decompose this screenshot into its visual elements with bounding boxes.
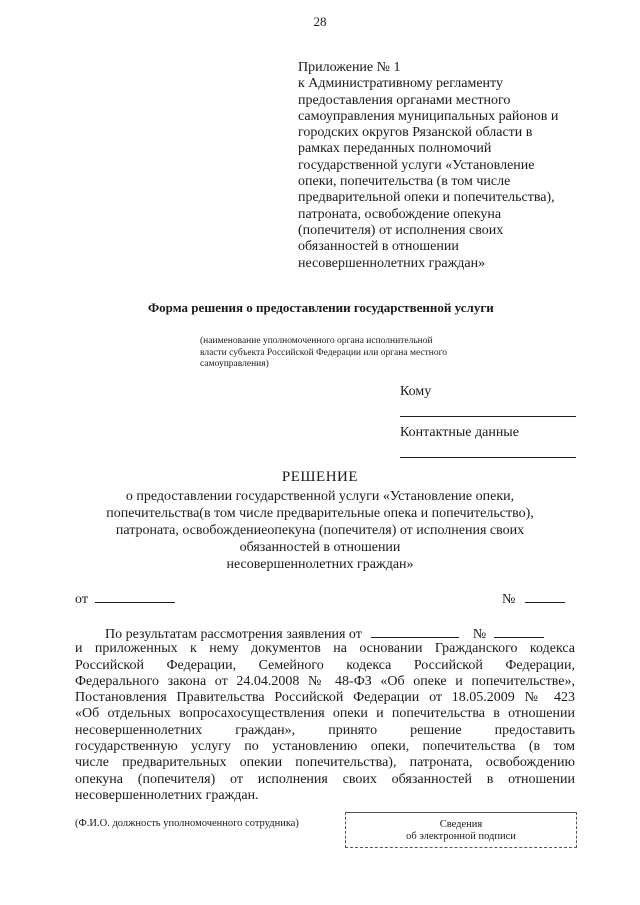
recipient-block: [400, 384, 576, 466]
body-first-line: [75, 625, 575, 641]
authority-caption: [200, 336, 447, 371]
appendix-line: рамках переданных полномочий: [298, 141, 492, 157]
decision-title: РЕШЕНИЕ: [281, 469, 359, 485]
authority-caption-line: самоуправления): [200, 359, 269, 369]
body-line: числе предварительных опекии попечительства), патроната, освобождению: [75, 755, 575, 771]
body-line: и приложенных к нему документов на основании Гражданского кодекса: [75, 641, 575, 657]
appendix-header: [298, 60, 598, 272]
page-number: 28: [313, 14, 327, 29]
date-label: от: [75, 592, 88, 607]
appendix-line: к Административному регламенту: [298, 76, 503, 92]
appendix-line: опеки, попечительства (в том числе: [298, 174, 511, 190]
body-line: несовершеннолетних граждан», принято решение предоставить: [75, 722, 575, 738]
body-number-label: №: [472, 627, 487, 642]
decision-number-row: [502, 590, 565, 608]
appendix-line: несовершеннолетних граждан»: [298, 255, 486, 271]
appendix-line: Приложение № 1: [298, 60, 401, 75]
authority-caption-line: (наименование уполномоченного органа исполнительной: [200, 336, 433, 346]
decision-date-field[interactable]: [95, 590, 175, 603]
authority-caption-line: власти субъекта Российской Федерации или органа местного: [200, 347, 448, 358]
application-number-field[interactable]: [494, 625, 544, 638]
body-line: государственную услугу по установлению опеки, попечительства (в том: [75, 739, 575, 755]
esign-line: Сведения: [439, 819, 483, 830]
decision-subtitle-line: обязанностей в отношении: [239, 540, 401, 555]
recipient-to-label: Кому: [400, 384, 432, 399]
decision-subtitle-line: патроната, освобождениеопекуна (попечителя) от исполнения своих: [115, 523, 525, 538]
decision-subtitle: [60, 488, 580, 573]
electronic-signature-text: [346, 813, 576, 843]
decision-date-row: [75, 590, 175, 608]
body-line: Российской Федерации, Семейного кодекса Российской Федерации,: [75, 657, 575, 673]
decision-number-field[interactable]: [525, 590, 565, 603]
electronic-signature-box: [345, 812, 577, 848]
decision-subtitle-line: несовершеннолетних граждан»: [226, 557, 414, 572]
appendix-line: городских округов Рязанской области в: [298, 125, 533, 141]
esign-line: об электронной подписи: [406, 831, 516, 842]
body-line: «Об отдельных вопросахосуществления опеки и попечительства в отношении: [75, 706, 575, 722]
appendix-line: предоставления органами местного: [298, 92, 511, 108]
appendix-line: предварительной опеки и попечительства),: [298, 190, 555, 206]
appendix-line: самоуправления муниципальных районов и: [298, 108, 559, 124]
decision-body: [75, 625, 575, 804]
appendix-line: обязанностей в отношении: [298, 239, 459, 255]
body-line: Федерального закона от 24.04.2008 № 48-ФЗ «Об опеке и попечительстве»,: [75, 673, 575, 689]
body-application-text: По результатам рассмотрения заявления от: [105, 627, 362, 642]
body-last-line: несовершеннолетних граждан.: [75, 787, 259, 803]
decision-subtitle-line: попечительства(в том числе предварительные опека и попечительство),: [106, 506, 534, 521]
application-date-field[interactable]: [371, 625, 459, 638]
recipient-contact-label: Контактные данные: [400, 425, 519, 440]
number-label: №: [502, 592, 516, 607]
appendix-line: государственной услуги «Установление: [298, 157, 535, 173]
body-line: Постановления Правительства Российской Федерации от 18.05.2009 № 423: [75, 690, 575, 706]
decision-subtitle-line: о предоставлении государственной услуги «Установление опеки,: [125, 489, 515, 504]
recipient-to-field[interactable]: [400, 416, 576, 417]
appendix-line: (попечителя) от исполнения своих: [298, 222, 504, 238]
form-title: Форма решения о предоставлении государственной услуги: [148, 300, 494, 315]
body-line: опекуна (попечителя) от исполнения своих обязанностей в отношении: [75, 771, 575, 787]
signer-caption: (Ф.И.О. должность уполномоченного сотрудника): [75, 818, 299, 829]
appendix-line: патроната, освобождение опекуна: [298, 206, 502, 222]
recipient-contact-field[interactable]: [400, 457, 576, 458]
